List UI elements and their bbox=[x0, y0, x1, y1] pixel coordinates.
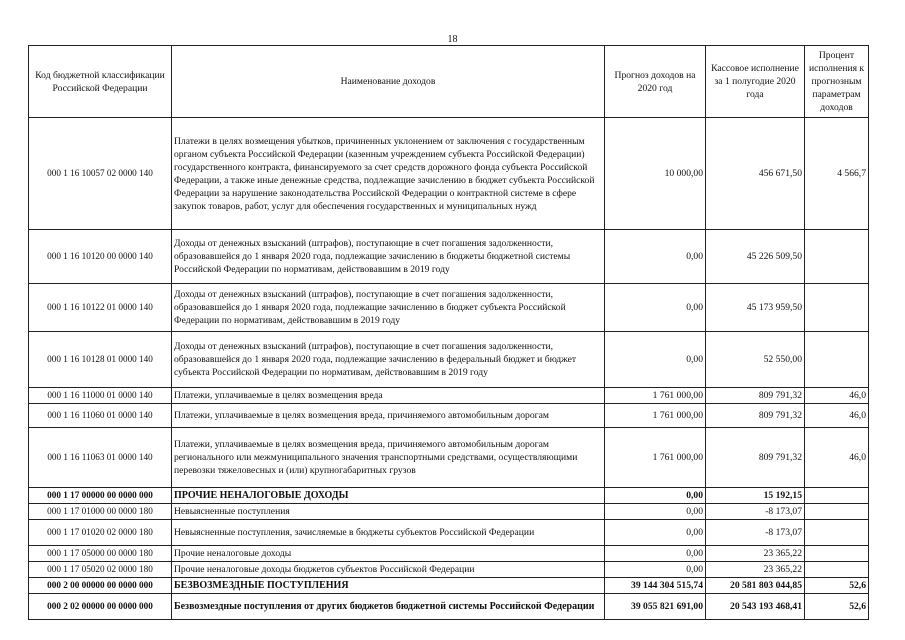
forecast-cell: 1 761 000,00 bbox=[605, 388, 706, 404]
budget-code-cell: 000 1 17 05000 00 0000 180 bbox=[29, 546, 172, 562]
table-body bbox=[29, 118, 869, 620]
budget-code-cell: 000 1 16 11000 01 0000 140 bbox=[29, 388, 172, 404]
revenue-name-cell: БЕЗВОЗМЕЗДНЫЕ ПОСТУПЛЕНИЯ bbox=[172, 578, 605, 594]
budget-code-cell: 000 1 16 10128 01 0000 140 bbox=[29, 332, 172, 388]
budget-code-cell: 000 1 17 01020 02 0000 180 bbox=[29, 520, 172, 546]
revenue-name-cell: Прочие неналоговые доходы bbox=[172, 546, 605, 562]
forecast-cell: 0,00 bbox=[605, 332, 706, 388]
budget-code-cell: 000 2 02 00000 00 0000 000 bbox=[29, 594, 172, 620]
budget-code-cell: 000 1 17 01000 00 0000 180 bbox=[29, 504, 172, 520]
actual-cell: 809 791,32 bbox=[706, 404, 805, 428]
actual-cell: 23 365,22 bbox=[706, 562, 805, 578]
budget-code-cell: 000 1 16 11063 01 0000 140 bbox=[29, 428, 172, 488]
forecast-cell: 0,00 bbox=[605, 488, 706, 504]
revenue-name-cell: Прочие неналоговые доходы бюджетов субъектов Российской Федерации bbox=[172, 562, 605, 578]
header-percent: Процент исполнения к прогнозным параметрам доходов bbox=[805, 46, 869, 118]
percent-cell bbox=[805, 230, 869, 284]
actual-cell: 456 671,50 bbox=[706, 118, 805, 230]
revenue-name-cell: ПРОЧИЕ НЕНАЛОГОВЫЕ ДОХОДЫ bbox=[172, 488, 605, 504]
actual-cell: 809 791,32 bbox=[706, 388, 805, 404]
table-row bbox=[29, 594, 869, 620]
actual-cell: 23 365,22 bbox=[706, 546, 805, 562]
page-number: 18 bbox=[447, 34, 458, 45]
revenue-name-cell: Платежи, уплачиваемые в целях возмещения вреда, причиняемого автомобильным дорогам bbox=[172, 404, 605, 428]
revenue-name-cell: Доходы от денежных взысканий (штрафов), поступающие в счет погашения задолженности, образовавшейся до 1 января 2020 года, подлежащие зачислению в бюджет субъекта Российской Федерации по нормативам, действовавшим в 2019 году bbox=[172, 284, 605, 332]
percent-cell: 46,0 bbox=[805, 428, 869, 488]
table-row bbox=[29, 118, 869, 230]
actual-cell: 52 550,00 bbox=[706, 332, 805, 388]
forecast-cell: 10 000,00 bbox=[605, 118, 706, 230]
forecast-cell: 0,00 bbox=[605, 546, 706, 562]
table-row bbox=[29, 428, 869, 488]
forecast-cell: 1 761 000,00 bbox=[605, 404, 706, 428]
table-row bbox=[29, 284, 869, 332]
table-row bbox=[29, 504, 869, 520]
actual-cell: 45 173 959,50 bbox=[706, 284, 805, 332]
percent-cell bbox=[805, 546, 869, 562]
percent-cell: 46,0 bbox=[805, 388, 869, 404]
percent-cell bbox=[805, 488, 869, 504]
revenue-name-cell: Безвозмездные поступления от других бюджетов бюджетной системы Российской Федерации bbox=[172, 594, 605, 620]
header-forecast: Прогноз доходов на 2020 год bbox=[605, 46, 706, 118]
revenue-name-cell: Невыясненные поступления, зачисляемые в бюджеты субъектов Российской Федерации bbox=[172, 520, 605, 546]
percent-cell: 52,6 bbox=[805, 594, 869, 620]
percent-cell bbox=[805, 284, 869, 332]
percent-cell: 46,0 bbox=[805, 404, 869, 428]
forecast-cell: 39 055 821 691,00 bbox=[605, 594, 706, 620]
table-row bbox=[29, 404, 869, 428]
budget-code-cell: 000 1 16 10122 01 0000 140 bbox=[29, 284, 172, 332]
forecast-cell: 0,00 bbox=[605, 230, 706, 284]
budget-code-cell: 000 1 17 05020 02 0000 180 bbox=[29, 562, 172, 578]
actual-cell: 809 791,32 bbox=[706, 428, 805, 488]
table-row bbox=[29, 578, 869, 594]
revenue-name-cell: Платежи в целях возмещения убытков, причиненных уклонением от заключения с государственным органом субъекта Российской Федерации (казенным учреждением субъекта Российской Федерации) государственного контракта, финансируемого за счет средств дорожного фонда субъекта Российской Федерации, а также иные денежные средства, подлежащие зачислению в бюджет субъекта Российской Федерации за нарушение законодательства Российской Федерации о контрактной системе в сфере закупок товаров, работ, услуг для обеспечения государственных и муниципальных нужд bbox=[172, 118, 605, 230]
header-name: Наименование доходов bbox=[172, 46, 605, 118]
revenue-name-cell: Доходы от денежных взысканий (штрафов), поступающие в счет погашения задолженности, образовавшейся до 1 января 2020 года, подлежащие зачислению в федеральный бюджет и бюджет субъекта Российской Федерации по нормативам, действовавшим в 2019 году bbox=[172, 332, 605, 388]
header-actual: Кассовое исполнение за 1 полугодие 2020 года bbox=[706, 46, 805, 118]
forecast-cell: 0,00 bbox=[605, 284, 706, 332]
actual-cell: 15 192,15 bbox=[706, 488, 805, 504]
header-code: Код бюджетной классификации Российской Федерации bbox=[29, 46, 172, 118]
revenue-name-cell: Доходы от денежных взысканий (штрафов), поступающие в счет погашения задолженности, образовавшейся до 1 января 2020 года, подлежащие зачислению в бюджеты бюджетной системы Российской Федерации по нормативам, действовавшим в 2019 году bbox=[172, 230, 605, 284]
table-row bbox=[29, 230, 869, 284]
actual-cell: 45 226 509,50 bbox=[706, 230, 805, 284]
table-row bbox=[29, 332, 869, 388]
percent-cell bbox=[805, 332, 869, 388]
revenue-name-cell: Невыясненные поступления bbox=[172, 504, 605, 520]
actual-cell: 20 543 193 468,41 bbox=[706, 594, 805, 620]
actual-cell: -8 173,07 bbox=[706, 520, 805, 546]
budget-code-cell: 000 1 16 11060 01 0000 140 bbox=[29, 404, 172, 428]
forecast-cell: 39 144 304 515,74 bbox=[605, 578, 706, 594]
percent-cell: 4 566,7 bbox=[805, 118, 869, 230]
percent-cell bbox=[805, 562, 869, 578]
table-row bbox=[29, 388, 869, 404]
percent-cell: 52,6 bbox=[805, 578, 869, 594]
budget-code-cell: 000 2 00 00000 00 0000 000 bbox=[29, 578, 172, 594]
revenue-name-cell: Платежи, уплачиваемые в целях возмещения вреда bbox=[172, 388, 605, 404]
actual-cell: -8 173,07 bbox=[706, 504, 805, 520]
budget-code-cell: 000 1 16 10120 00 0000 140 bbox=[29, 230, 172, 284]
table-row bbox=[29, 562, 869, 578]
table-row bbox=[29, 520, 869, 546]
percent-cell bbox=[805, 520, 869, 546]
table-row bbox=[29, 488, 869, 504]
budget-code-cell: 000 1 16 10057 02 0000 140 bbox=[29, 118, 172, 230]
revenue-table bbox=[28, 45, 869, 620]
actual-cell: 20 581 803 044,85 bbox=[706, 578, 805, 594]
forecast-cell: 0,00 bbox=[605, 520, 706, 546]
table-header-row bbox=[29, 46, 869, 118]
forecast-cell: 0,00 bbox=[605, 504, 706, 520]
revenue-name-cell: Платежи, уплачиваемые в целях возмещения вреда, причиняемого автомобильным дорогам регионального или межмуниципального значения транспортными средствами, осуществляющими перевозки тяжеловесных и (или) крупногабаритных грузов bbox=[172, 428, 605, 488]
budget-code-cell: 000 1 17 00000 00 0000 000 bbox=[29, 488, 172, 504]
table-row bbox=[29, 546, 869, 562]
forecast-cell: 1 761 000,00 bbox=[605, 428, 706, 488]
percent-cell bbox=[805, 504, 869, 520]
forecast-cell: 0,00 bbox=[605, 562, 706, 578]
